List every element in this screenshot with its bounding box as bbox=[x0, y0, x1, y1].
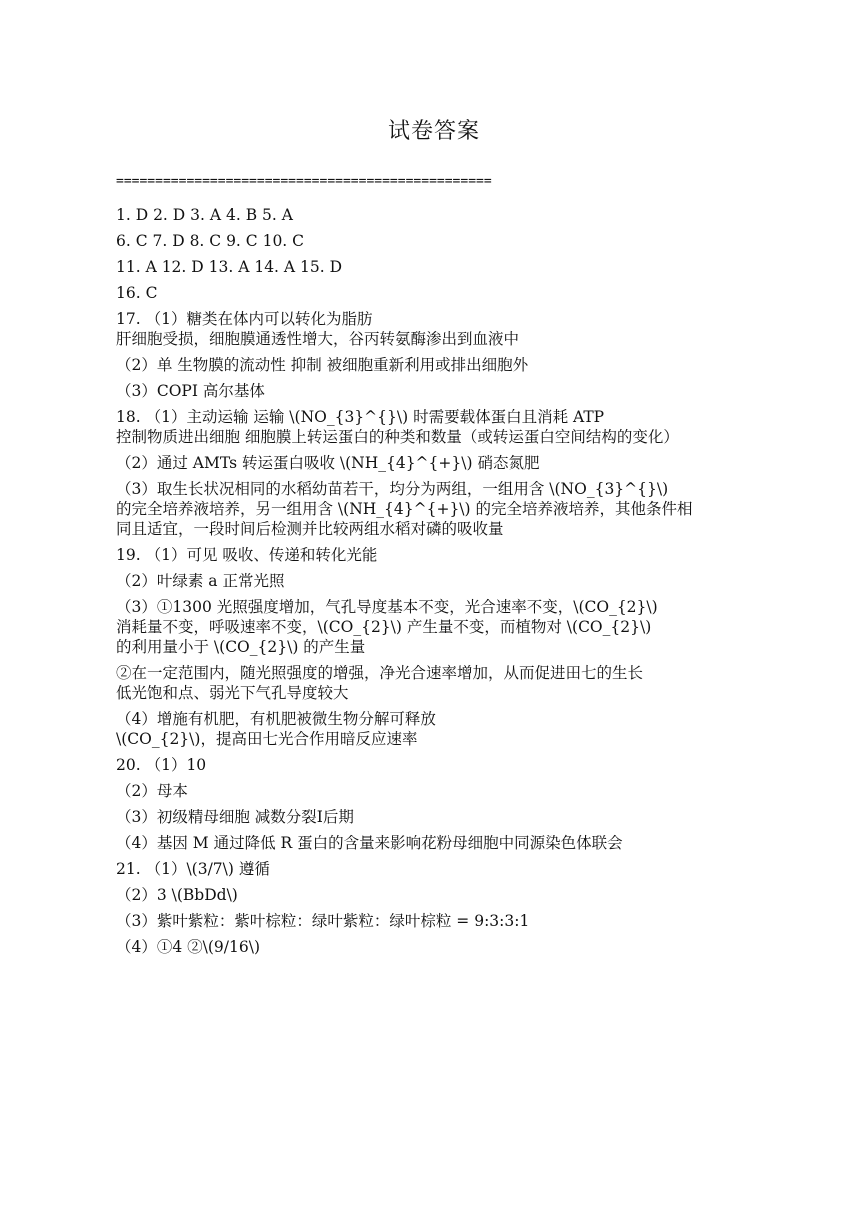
answer-block bbox=[116, 937, 756, 957]
answer-line: 1. D 2. D 3. A 4. B 5. A bbox=[116, 206, 293, 224]
answer-block bbox=[116, 407, 756, 447]
answer-block bbox=[116, 781, 756, 801]
answer-line: \(CO_{2}\)，提高田七光合作用暗反应速率 bbox=[116, 730, 418, 748]
answer-line: 20. （1）10 bbox=[116, 756, 207, 774]
answer-line: 的完全培养液培养，另一组用含 \(NH_{4}^{+}\) 的完全培养液培养，其他条件相 bbox=[116, 500, 693, 518]
answer-block bbox=[116, 231, 756, 251]
answer-block bbox=[116, 479, 756, 539]
answer-line: （3）COPⅠ 高尔基体 bbox=[116, 382, 265, 400]
answer-line: 19. （1）可见 吸收、传递和转化光能 bbox=[116, 546, 378, 564]
answer-line: 同且适宜，一段时间后检测并比较两组水稻对磷的吸收量 bbox=[116, 520, 504, 538]
answer-block bbox=[116, 205, 756, 225]
answer-block bbox=[116, 257, 756, 277]
answer-block bbox=[116, 859, 756, 879]
answer-line: （4）基因 M 通过降低 R 蛋白的含量来影响花粉母细胞中同源染色体联会 bbox=[116, 834, 623, 852]
answer-block bbox=[116, 885, 756, 905]
answer-block bbox=[116, 807, 756, 827]
answer-line: 的利用量小于 \(CO_{2}\) 的产生量 bbox=[116, 638, 366, 656]
answer-line: 16. C bbox=[116, 284, 158, 302]
answer-block bbox=[116, 309, 756, 349]
answer-line: 6. C 7. D 8. C 9. C 10. C bbox=[116, 232, 305, 250]
answer-line: 低光饱和点、弱光下气孔导度较大 bbox=[116, 684, 349, 702]
answer-line: （4）增施有机肥，有机肥被微生物分解可释放 bbox=[116, 710, 436, 728]
answer-line: （3）紫叶紫粒：紫叶棕粒：绿叶紫粒：绿叶棕粒 = 9:3:3:1 bbox=[116, 912, 530, 930]
answer-block bbox=[116, 545, 756, 565]
page-title: 试卷答案 bbox=[387, 119, 480, 144]
answer-line: （2）叶绿素 a 正常光照 bbox=[116, 572, 285, 590]
answer-block bbox=[116, 663, 756, 703]
answer-line: （2）单 生物膜的流动性 抑制 被细胞重新利用或排出细胞外 bbox=[116, 356, 529, 374]
answer-block bbox=[116, 571, 756, 591]
answer-block bbox=[116, 755, 756, 775]
answer-list bbox=[116, 205, 756, 963]
separator-line: ================================================ bbox=[116, 174, 492, 189]
answer-line: （2）通过 AMTs 转运蛋白吸收 \(NH_{4}^{+}\) 硝态氮肥 bbox=[116, 454, 540, 472]
answer-block bbox=[116, 283, 756, 303]
answer-line: （3）取生长状况相同的水稻幼苗若干，均分为两组，一组用含 \(NO_{3}^{}\) bbox=[116, 480, 669, 498]
answer-line: ②在一定范围内，随光照强度的增强，净光合速率增加，从而促进田七的生长 bbox=[116, 664, 644, 682]
answer-line: （2）母本 bbox=[116, 782, 188, 800]
answer-line: 消耗量不变，呼吸速率不变，\(CO_{2}\) 产生量不变，而植物对 \(CO_{2}\) bbox=[116, 618, 652, 636]
answer-block bbox=[116, 911, 756, 931]
answer-line: （3）①1300 光照强度增加，气孔导度基本不变，光合速率不变，\(CO_{2}\) bbox=[116, 598, 658, 616]
answer-line: （3）初级精母细胞 减数分裂Ⅰ后期 bbox=[116, 808, 354, 826]
answer-block bbox=[116, 453, 756, 473]
answer-block bbox=[116, 597, 756, 657]
answer-block bbox=[116, 709, 756, 749]
answer-line: 11. A 12. D 13. A 14. A 15. D bbox=[116, 258, 343, 276]
answer-block bbox=[116, 355, 756, 375]
answer-line: 控制物质进出细胞 细胞膜上转运蛋白的种类和数量（或转运蛋白空间结构的变化） bbox=[116, 428, 679, 446]
answer-line: 21. （1）\(3/7\) 遵循 bbox=[116, 860, 270, 878]
answer-line: （4）①4 ②\(9/16\) bbox=[116, 938, 260, 956]
answer-block bbox=[116, 381, 756, 401]
answer-line: （2）3 \(BbDd\) bbox=[116, 886, 238, 904]
answer-block bbox=[116, 833, 756, 853]
answer-line: 17. （1）糖类在体内可以转化为脂肪 bbox=[116, 310, 373, 328]
answer-line: 肝细胞受损，细胞膜通透性增大，谷丙转氨酶渗出到血液中 bbox=[116, 330, 520, 348]
answer-line: 18. （1）主动运输 运输 \(NO_{3}^{}\) 时需要载体蛋白且消耗 ATP bbox=[116, 408, 605, 426]
